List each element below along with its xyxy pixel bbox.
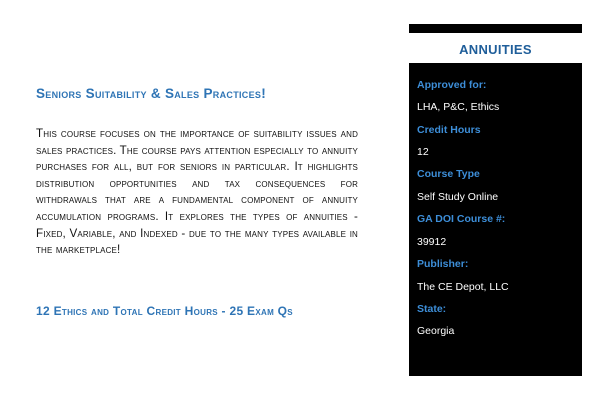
panel-top-bar [409, 24, 582, 33]
course-number-value: 39912 [417, 236, 447, 248]
panel-heading: ANNUITIES [459, 42, 532, 57]
course-type-value: Self Study Online [417, 191, 499, 203]
approved-for-label: Approved for: [417, 79, 487, 91]
course-number-label: GA DOI Course #: [417, 213, 506, 225]
state-value: Georgia [417, 325, 455, 337]
state-label: State: [417, 303, 447, 315]
course-title: Seniors Suitability & Sales Practices! [36, 86, 267, 101]
course-description: This course focuses on the importance of suitability issues and sales practices. The course pays attention especially to annuity purchases for all, but for seniors in particular. It highlights distribution opportunities and tax consequences for withdrawals that are a fundamental component of annuity accumulation programs. It explores the types of annuities - Fixed, Variable, and Indexed - due to the many types available in the marketplace! [36, 127, 358, 257]
publisher-label: Publisher: [417, 258, 469, 270]
publisher-value: The CE Depot, LLC [417, 281, 509, 293]
approved-for-value: LHA, P&C, Ethics [417, 101, 500, 113]
credit-hours-value: 12 [417, 146, 429, 158]
credit-summary: 12 Ethics and Total Credit Hours - 25 Exam Qs [36, 304, 293, 318]
course-type-label: Course Type [417, 168, 480, 180]
course-info-panel [409, 63, 582, 376]
credit-hours-label: Credit Hours [417, 124, 481, 136]
